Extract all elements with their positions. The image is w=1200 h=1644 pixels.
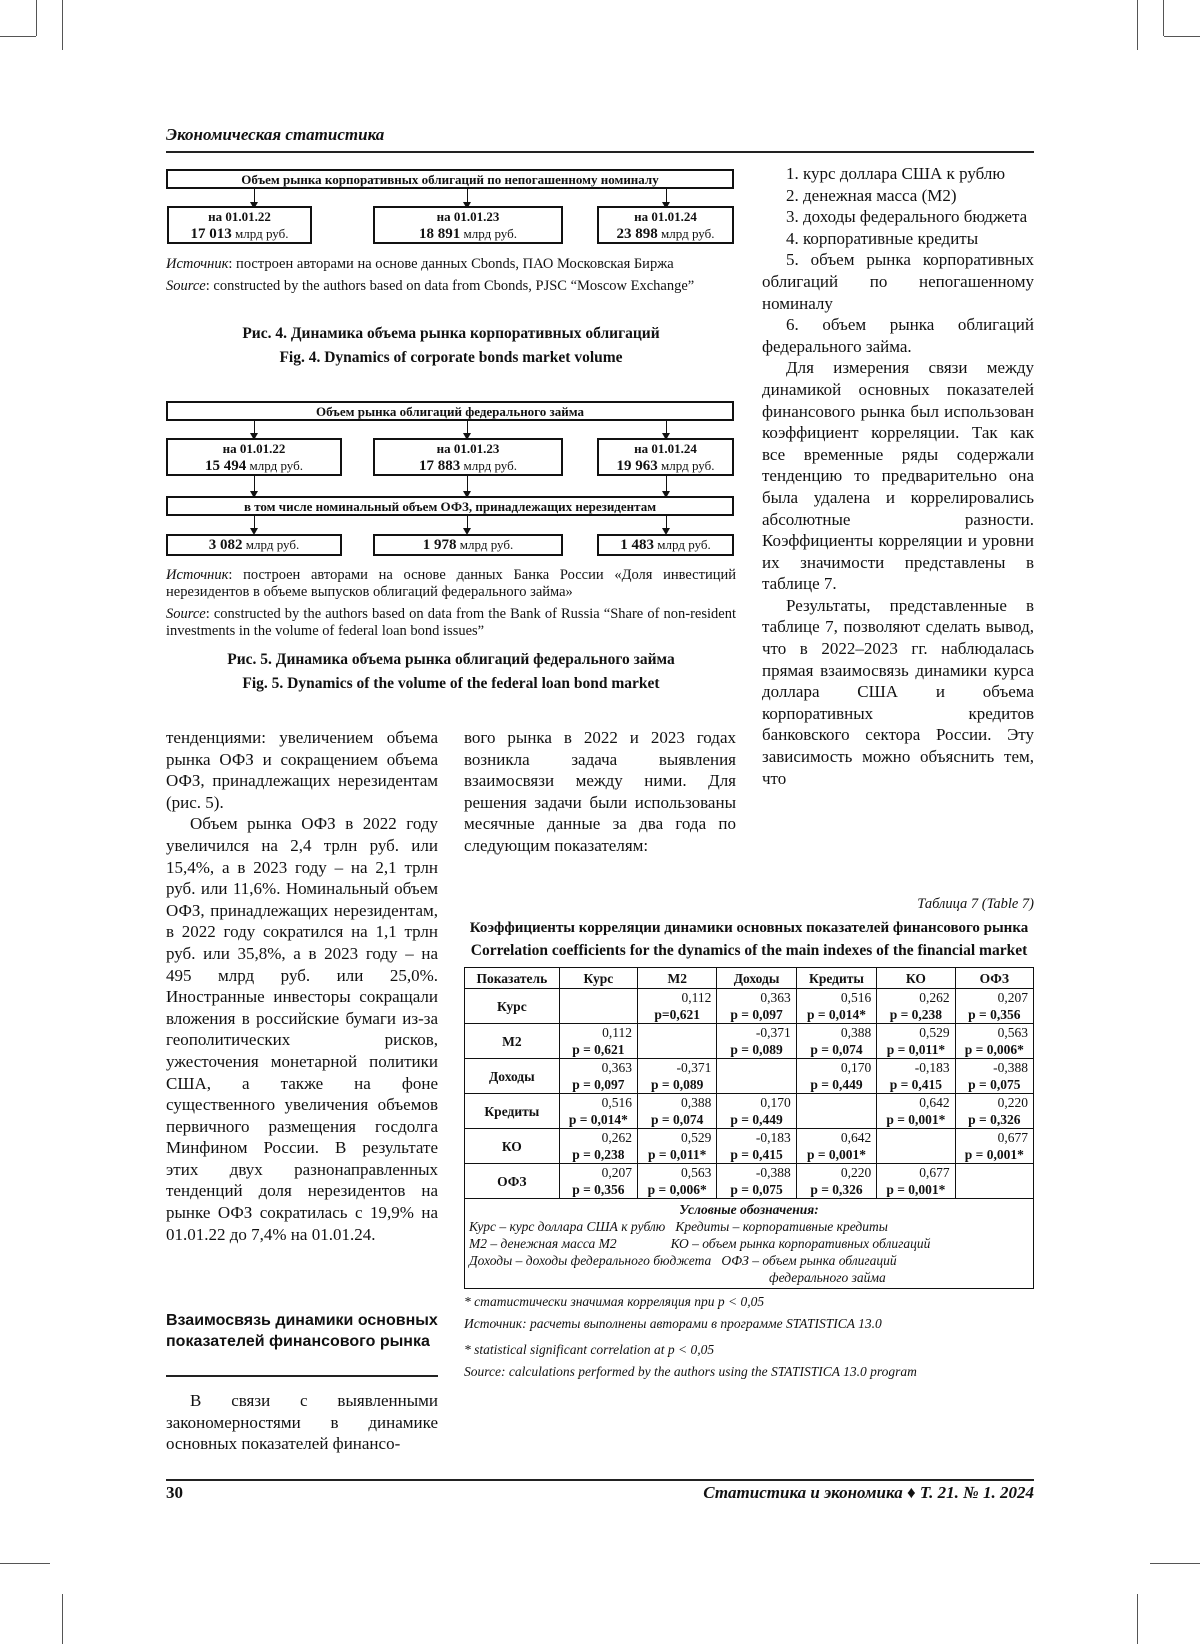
table-cell — [717, 1129, 796, 1164]
box-value: 15 494 — [205, 458, 247, 474]
journal-footer: Статистика и экономика ♦ Т. 21. № 1. 2024 — [703, 1483, 1034, 1502]
table-note: Источник: расчеты выполнены авторами в программе STATISTICA 13.0 — [464, 1316, 882, 1331]
corr-value: 0,220 — [840, 1165, 872, 1180]
fig4-caption-en: Fig. 4. Dynamics of corporate bonds market volume — [279, 349, 623, 366]
corr-value: -0,388 — [755, 1165, 791, 1180]
crop-mark — [1137, 0, 1138, 50]
table-cell — [638, 1164, 717, 1199]
box-date: на 01.01.22 — [222, 441, 286, 456]
p-value: p = 0,415 — [730, 1147, 783, 1162]
crop-mark — [1150, 1563, 1200, 1564]
box-unit: млрд руб. — [460, 458, 517, 473]
column-header: Курс — [559, 968, 637, 989]
source-label: Source — [166, 278, 206, 294]
column-header: ОФЗ — [955, 968, 1033, 989]
crop-mark — [36, 0, 37, 36]
crop-mark — [62, 0, 63, 50]
p-value: p = 0,011* — [886, 1042, 946, 1057]
box-value: 1 978 — [422, 537, 457, 553]
table-cell — [559, 1024, 637, 1059]
corr-value: 0,170 — [840, 1060, 872, 1075]
corr-value: 0,642 — [919, 1095, 950, 1110]
source-label: Source — [166, 606, 206, 622]
column-header: Показатель — [465, 968, 560, 989]
table-cell — [717, 989, 796, 1024]
p-value: p = 0,326 — [968, 1112, 1021, 1127]
table-row — [465, 1024, 1034, 1059]
table-cell — [955, 989, 1033, 1024]
corr-value: 0,529 — [919, 1025, 950, 1040]
paragraph: Результаты, представленные в таблице 7, позволяют сделать вывод, что в 2022–2023 гг. наблюдалась прямая взаимосвязь динамики курса доллара США и объема корпоративных кредитов банковского сектора России. Эту зависимость можно объяснить тем, что — [762, 595, 1034, 788]
p-value: p = 0,001* — [964, 1147, 1024, 1162]
arrow-icon — [254, 421, 255, 434]
corr-value: 0,529 — [681, 1130, 712, 1145]
table-cell — [638, 989, 717, 1024]
p-value: p = 0,006* — [647, 1182, 707, 1197]
p-value: p = 0,326 — [810, 1182, 863, 1197]
column-header: КО — [877, 968, 955, 989]
corr-value: -0,371 — [676, 1060, 712, 1075]
paragraph: Для измерения связи между динамикой основных показателей финансового рынка был использован коэффициент корреляции. Так как все временные ряды содержали тенденцию то предварительно она была удалена и коррелировались абсолютные разности. Коэффициенты корреляции и уровни их значимости представлены в таблице 7. — [762, 358, 1034, 594]
box-value: 17 883 — [419, 458, 461, 474]
fig5-caption-ru: Рис. 5. Динамика объема рынка облигаций федерального займа — [227, 651, 675, 668]
box-value: 18 891 — [419, 226, 461, 242]
table-7-block — [464, 896, 1034, 1383]
arrow-icon — [467, 189, 468, 203]
section-rule — [166, 1375, 438, 1377]
corr-value: 0,207 — [997, 990, 1028, 1005]
list-item: 1. курс доллара США к рублю — [786, 164, 1006, 183]
p-value: p = 0,014* — [806, 1007, 867, 1022]
column-header: Кредиты — [796, 968, 876, 989]
box-date: на 01.01.23 — [436, 441, 500, 456]
corr-value: 0,170 — [760, 1095, 791, 1110]
legend-row — [465, 1199, 1034, 1289]
crop-mark — [1163, 0, 1164, 36]
p-value: p = 0,006* — [964, 1042, 1024, 1057]
box-date: на 01.01.24 — [634, 209, 697, 224]
table-cell — [638, 1129, 717, 1164]
table-cell — [796, 1094, 876, 1129]
correlation-table — [464, 967, 1034, 1289]
source-label: Источник — [166, 256, 229, 272]
table-cell — [717, 1164, 796, 1199]
fig5-source-ru — [166, 567, 736, 601]
table-note: * statistical significant correlation at p < 0,05 — [464, 1342, 715, 1357]
p-value: p = 0,097 — [730, 1007, 783, 1022]
p-value: p = 0,356 — [572, 1182, 625, 1197]
corr-value: -0,371 — [755, 1025, 791, 1040]
corr-value: 0,388 — [840, 1025, 872, 1040]
p-value: p = 0,356 — [968, 1007, 1021, 1022]
page-number: 30 — [166, 1483, 183, 1502]
table-label: Таблица 7 (Table 7) — [917, 896, 1034, 912]
corr-value: 0,642 — [840, 1130, 872, 1145]
list-item: 4. корпоративные кредиты — [786, 228, 979, 248]
paragraph: Объем рынка ОФЗ в 2022 году увеличился на 2,4 трлн руб. или 15,4%, а в 2023 году – на 2,1 трлн руб. или 11,6%. Номинальный объем ОФЗ, принадлежащих нерезидентам, в 2022 году сократился на 1,1 трлн руб. или 35,8%, а в 2023 году – на 495 млрд руб. или 25,0%. Иностранные инвесторы сокращали вложения в российские бумаги из-за геополитических рисков, ужесточения монетарной политики США, а также на фоне существенного увеличения объемов первичного размещения госдолга Минфином России. В результате этих двух разнонаправленных тенденций доля нерезидентов на рынке ОФЗ сократилась с 19,9% на 01.01.22 до 7,4% на 01.01.24. — [166, 814, 438, 1244]
fig5-title-bar: Объем рынка облигаций федерального займа — [166, 401, 734, 421]
corr-value: 0,388 — [681, 1095, 712, 1110]
legend-line: М2 – денежная масса М2 КО – объем рынка корпоративных облигаций — [469, 1236, 931, 1251]
table-cell — [796, 1024, 876, 1059]
p-value: p = 0,089 — [651, 1077, 704, 1092]
box-value: 23 898 — [616, 226, 658, 242]
p-value: p = 0,001* — [886, 1112, 946, 1127]
table-cell — [955, 1094, 1033, 1129]
left-column — [166, 727, 438, 1245]
table-note: * статистически значимая корреляция при p < 0,05 — [464, 1294, 765, 1309]
p-value: p = 0,097 — [572, 1077, 625, 1092]
fig5-nonres-2022 — [166, 534, 342, 556]
fig4-box-2022 — [167, 206, 312, 244]
fig5-box-2024 — [597, 438, 734, 476]
fig4-caption-ru: Рис. 4. Динамика объема рынка корпоративных облигаций — [242, 325, 660, 342]
list-item: 3. доходы федерального бюджета — [786, 207, 1028, 227]
arrow-icon — [666, 189, 667, 203]
p-value: p = 0,075 — [730, 1182, 783, 1197]
arrow-icon — [467, 421, 468, 434]
corr-value: 0,677 — [919, 1165, 950, 1180]
table-cell — [638, 1024, 717, 1059]
corr-value: -0,183 — [914, 1060, 950, 1075]
table-row — [465, 989, 1034, 1024]
table-cell — [717, 1024, 796, 1059]
fig5-box-2022 — [166, 438, 342, 476]
table-cell — [559, 989, 637, 1024]
fig4-box-2024 — [597, 206, 734, 244]
p-value: p = 0,089 — [730, 1042, 783, 1057]
p-value: p = 0,075 — [968, 1077, 1021, 1092]
fig5-subtitle-bar: в том числе номинальный объем ОФЗ, принадлежащих нерезидентам — [166, 496, 734, 516]
box-value: 3 082 — [208, 537, 243, 553]
p-value: p = 0,001* — [806, 1147, 867, 1162]
fig4-title-bar: Объем рынка корпоративных облигаций по непогашенному номиналу — [166, 169, 734, 189]
legend-line: Курс – курс доллара США к рублю Кредиты – корпоративные кредиты — [469, 1219, 888, 1234]
p-value: p = 0,449 — [810, 1077, 863, 1092]
box-unit: млрд руб. — [242, 537, 300, 552]
box-date: на 01.01.24 — [634, 441, 697, 456]
corr-value: 0,207 — [601, 1165, 633, 1180]
box-unit: млрд руб. — [657, 458, 715, 473]
box-unit: млрд руб. — [246, 458, 303, 473]
crop-mark — [0, 1563, 50, 1564]
row-header: Курс — [465, 989, 560, 1024]
arrow-icon — [467, 516, 468, 529]
box-unit: млрд руб. — [231, 226, 289, 241]
corr-value: 0,563 — [681, 1165, 712, 1180]
table-cell — [877, 1024, 955, 1059]
arrow-icon — [666, 421, 667, 434]
paragraph: вого рынка в 2022 и 2023 годах возникла задача выявления взаимосвязи между ними. Для решения задачи были использованы месячные данные за два года по следующим показателям: — [464, 728, 736, 855]
legend-line: федерального займа — [769, 1270, 886, 1285]
table-title-en: Correlation coefficients for the dynamics of the main indexes of the financial market — [470, 942, 1028, 959]
p-value: p = 0,238 — [572, 1147, 625, 1162]
paragraph: тенденциями: увеличением объема рынка ОФЗ и сокращением объема ОФЗ, принадлежащих нерезидентам (рис. 5). — [166, 728, 438, 812]
arrow-icon — [254, 189, 255, 203]
source-text: : constructed by the authors based on data from Cbonds, PJSC “Moscow Exchange” — [205, 278, 695, 294]
p-value: p = 0,238 — [889, 1007, 943, 1022]
footer-rule — [166, 1479, 1034, 1481]
box-value: 17 013 — [190, 226, 232, 242]
fig5-box-2023 — [373, 438, 563, 476]
legend-line: Доходы – доходы федерального бюджета ОФЗ – объем рынка облигаций — [469, 1253, 897, 1268]
table-cell — [955, 1059, 1033, 1094]
fig4-box-2023 — [373, 206, 563, 244]
arrow-icon — [666, 516, 667, 529]
table-cell — [638, 1094, 717, 1129]
list-item: 5. объем рынка корпоративных облигаций по непогашенному номиналу — [762, 250, 1034, 313]
table-cell — [796, 1129, 876, 1164]
table-row — [465, 1129, 1034, 1164]
right-column — [762, 163, 1034, 789]
corr-value: 0,516 — [601, 1095, 633, 1110]
p-value: p = 0,621 — [572, 1042, 625, 1057]
section-heading: Взаимосвязь динамики основных показателей финансового рынка — [166, 1312, 438, 1350]
arrow-icon — [467, 476, 468, 492]
table-cell — [877, 1129, 955, 1164]
crop-mark — [1137, 1594, 1138, 1644]
source-text: : построен авторами на основе данных Банка России «Доля инвестиций нерезидентов в объеме выпусков облигаций федерального займа» — [166, 567, 736, 600]
crop-mark — [1164, 36, 1200, 37]
table-cell — [955, 1024, 1033, 1059]
box-unit: млрд руб. — [657, 226, 715, 241]
left-column-bottom — [166, 1390, 438, 1455]
arrow-icon — [666, 476, 667, 492]
running-header: Экономическая статистика — [166, 125, 385, 144]
list-item: 6. объем рынка облигаций федерального займа. — [762, 315, 1034, 356]
legend-cell — [465, 1199, 1034, 1289]
corr-value: 0,112 — [602, 1025, 633, 1040]
table-cell — [638, 1059, 717, 1094]
table-cell — [877, 1059, 955, 1094]
fig4-source-en — [166, 278, 736, 295]
source-label: Источник — [166, 567, 229, 583]
table-row — [465, 1164, 1034, 1199]
crop-mark — [0, 36, 36, 37]
p-value: p = 0,011* — [648, 1147, 707, 1162]
p-value: p = 0,001* — [886, 1182, 946, 1197]
row-header: КО — [465, 1129, 560, 1164]
box-unit: млрд руб. — [456, 537, 514, 552]
box-value: 1 483 — [620, 537, 655, 553]
row-header: Кредиты — [465, 1094, 560, 1129]
arrow-icon — [254, 476, 255, 492]
fig5-source-en — [166, 606, 736, 640]
box-value: 19 963 — [616, 458, 658, 474]
legend-title: Условные обозначения: — [679, 1202, 819, 1217]
crop-mark — [62, 1594, 63, 1644]
row-header: Доходы — [465, 1059, 560, 1094]
table-cell — [559, 1059, 637, 1094]
paragraph: В связи с выявленными закономерностями в динамике основных показателей финансо- — [166, 1391, 438, 1454]
row-header: М2 — [465, 1024, 560, 1059]
corr-value: -0,183 — [755, 1130, 791, 1145]
table-cell — [877, 989, 955, 1024]
corr-value: -0,388 — [993, 1060, 1028, 1075]
p-value: p = 0,415 — [889, 1077, 943, 1092]
table-cell — [955, 1164, 1033, 1199]
table-cell — [559, 1094, 637, 1129]
table-header-row — [465, 968, 1034, 989]
p-value: p = 0,074 — [810, 1042, 863, 1057]
table-cell — [955, 1129, 1033, 1164]
table-cell — [877, 1094, 955, 1129]
corr-value: 0,363 — [760, 990, 791, 1005]
box-date: на 01.01.22 — [208, 209, 271, 224]
fig4-source-ru — [166, 256, 736, 273]
header-rule — [166, 151, 1034, 153]
table-cell — [559, 1164, 637, 1199]
corr-value: 0,677 — [997, 1130, 1028, 1145]
table-row — [465, 1059, 1034, 1094]
arrow-icon — [254, 516, 255, 529]
fig5-nonres-2023 — [373, 534, 563, 556]
list-item: 2. денежная масса (М2) — [786, 185, 957, 205]
column-header: М2 — [638, 968, 717, 989]
table-cell — [877, 1164, 955, 1199]
corr-value: 0,363 — [601, 1060, 633, 1075]
middle-column — [464, 727, 736, 857]
corr-value: 0,516 — [840, 990, 872, 1005]
source-text: : constructed by the authors based on data from the Bank of Russia “Share of non-resident investments in the volume of federal loan bond issues” — [166, 606, 736, 639]
corr-value: 0,262 — [919, 990, 950, 1005]
p-value: p = 0,074 — [651, 1112, 704, 1127]
box-date: на 01.01.23 — [436, 209, 500, 224]
row-header: ОФЗ — [465, 1164, 560, 1199]
table-cell — [796, 989, 876, 1024]
fig5-nonres-2024 — [597, 534, 734, 556]
box-unit: млрд руб. — [654, 537, 711, 552]
source-text: : построен авторами на основе данных Cbonds, ПАО Московская Биржа — [228, 256, 674, 272]
corr-value: 0,262 — [601, 1130, 633, 1145]
box-unit: млрд руб. — [460, 226, 517, 241]
table-row — [465, 1094, 1034, 1129]
table-cell — [559, 1129, 637, 1164]
table-cell — [717, 1059, 796, 1094]
table-title-ru: Коэффициенты корреляции динамики основных показателей финансового рынка — [469, 920, 1029, 936]
table-cell — [796, 1059, 876, 1094]
column-header: Доходы — [717, 968, 796, 989]
corr-value: 0,220 — [997, 1095, 1028, 1110]
p-value: p = 0,449 — [730, 1112, 783, 1127]
table-note: Source: calculations performed by the authors using the STATISTICA 13.0 program — [464, 1364, 917, 1379]
p-value: p=0,621 — [654, 1007, 700, 1022]
table-cell — [796, 1164, 876, 1199]
p-value: p = 0,014* — [568, 1112, 628, 1127]
fig5-caption-en: Fig. 5. Dynamics of the volume of the federal loan bond market — [242, 675, 660, 692]
corr-value: 0,112 — [681, 990, 712, 1005]
table-cell — [717, 1094, 796, 1129]
corr-value: 0,563 — [997, 1025, 1028, 1040]
